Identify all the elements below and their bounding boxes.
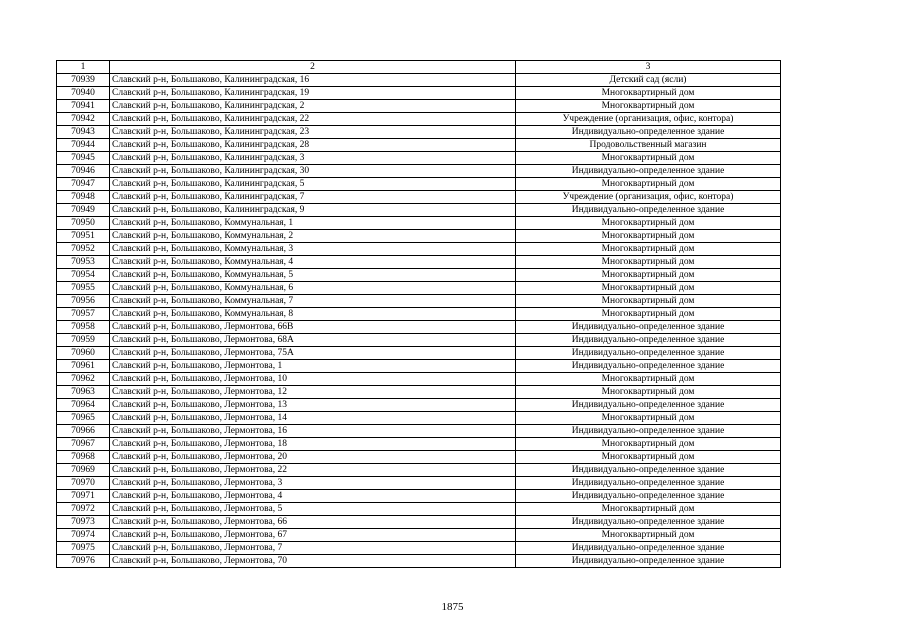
address-cell: Славский р-н, Большаково, Лермонтова, 70: [110, 555, 516, 568]
record-number: 70954: [57, 269, 110, 282]
building-type-cell: Многоквартирный дом: [516, 295, 781, 308]
record-number: 70950: [57, 217, 110, 230]
table-row: [57, 464, 781, 477]
table-row: [57, 139, 781, 152]
address-cell: Славский р-н, Большаково, Коммунальная, 5: [110, 269, 516, 282]
address-cell: Славский р-н, Большаково, Лермонтова, 3: [110, 477, 516, 490]
building-type-cell: Продовольственный магазин: [516, 139, 781, 152]
record-number: 70959: [57, 334, 110, 347]
building-type-cell: Многоквартирный дом: [516, 178, 781, 191]
table-row: [57, 438, 781, 451]
record-number: 70944: [57, 139, 110, 152]
table-row: [57, 425, 781, 438]
building-type-cell: Индивидуально-определенное здание: [516, 516, 781, 529]
building-type-cell: Многоквартирный дом: [516, 438, 781, 451]
address-cell: Славский р-н, Большаково, Калининградская, 30: [110, 165, 516, 178]
building-type-cell: Многоквартирный дом: [516, 529, 781, 542]
table-row: [57, 542, 781, 555]
address-cell: Славский р-н, Большаково, Калининградская, 3: [110, 152, 516, 165]
record-number: 70939: [57, 74, 110, 87]
table-row: [57, 321, 781, 334]
building-type-cell: Индивидуально-определенное здание: [516, 165, 781, 178]
table-row: [57, 347, 781, 360]
record-number: 70971: [57, 490, 110, 503]
address-cell: Славский р-н, Большаково, Коммунальная, 1: [110, 217, 516, 230]
table-row: [57, 373, 781, 386]
address-cell: Славский р-н, Большаково, Калининградская, 22: [110, 113, 516, 126]
record-number: 70974: [57, 529, 110, 542]
table-row: [57, 490, 781, 503]
building-type-cell: Многоквартирный дом: [516, 269, 781, 282]
building-type-cell: Индивидуально-определенное здание: [516, 555, 781, 568]
record-number: 70960: [57, 347, 110, 360]
address-cell: Славский р-н, Большаково, Лермонтова, 5: [110, 503, 516, 516]
building-type-cell: Индивидуально-определенное здание: [516, 542, 781, 555]
record-number: 70963: [57, 386, 110, 399]
building-type-cell: Многоквартирный дом: [516, 451, 781, 464]
table-row: [57, 152, 781, 165]
building-type-cell: Многоквартирный дом: [516, 373, 781, 386]
table-row: [57, 308, 781, 321]
address-cell: Славский р-н, Большаково, Лермонтова, 75А: [110, 347, 516, 360]
address-cell: Славский р-н, Большаково, Лермонтова, 18: [110, 438, 516, 451]
address-cell: Славский р-н, Большаково, Лермонтова, 67: [110, 529, 516, 542]
building-type-cell: Многоквартирный дом: [516, 152, 781, 165]
record-number: 70940: [57, 87, 110, 100]
address-cell: Славский р-н, Большаково, Лермонтова, 14: [110, 412, 516, 425]
record-number: 70964: [57, 399, 110, 412]
table-row: [57, 334, 781, 347]
table-row: [57, 360, 781, 373]
record-number: 70943: [57, 126, 110, 139]
building-type-cell: Индивидуально-определенное здание: [516, 360, 781, 373]
building-type-cell: Многоквартирный дом: [516, 256, 781, 269]
record-number: 70955: [57, 282, 110, 295]
address-cell: Славский р-н, Большаково, Коммунальная, 8: [110, 308, 516, 321]
address-cell: Славский р-н, Большаково, Коммунальная, 2: [110, 230, 516, 243]
building-type-cell: Индивидуально-определенное здание: [516, 490, 781, 503]
record-number: 70957: [57, 308, 110, 321]
record-number: 70965: [57, 412, 110, 425]
table-row: [57, 230, 781, 243]
header-row: [57, 61, 781, 74]
building-type-cell: Многоквартирный дом: [516, 282, 781, 295]
record-number: 70968: [57, 451, 110, 464]
address-cell: Славский р-н, Большаково, Лермонтова, 4: [110, 490, 516, 503]
address-cell: Славский р-н, Большаково, Калининградская, 7: [110, 191, 516, 204]
building-type-cell: Индивидуально-определенное здание: [516, 204, 781, 217]
address-cell: Славский р-н, Большаково, Коммунальная, 4: [110, 256, 516, 269]
address-cell: Славский р-н, Большаково, Калининградская, 5: [110, 178, 516, 191]
address-cell: Славский р-н, Большаково, Коммунальная, 3: [110, 243, 516, 256]
table-row: [57, 126, 781, 139]
address-cell: Славский р-н, Большаково, Коммунальная, 7: [110, 295, 516, 308]
register-table: [56, 60, 781, 568]
table-row: [57, 477, 781, 490]
table-row: [57, 412, 781, 425]
address-cell: Славский р-н, Большаково, Лермонтова, 66: [110, 516, 516, 529]
address-cell: Славский р-н, Большаково, Лермонтова, 66В: [110, 321, 516, 334]
building-type-cell: Многоквартирный дом: [516, 412, 781, 425]
building-type-cell: Многоквартирный дом: [516, 100, 781, 113]
building-type-cell: Многоквартирный дом: [516, 503, 781, 516]
table-row: [57, 243, 781, 256]
building-type-cell: Индивидуально-определенное здание: [516, 477, 781, 490]
address-cell: Славский р-н, Большаково, Лермонтова, 16: [110, 425, 516, 438]
building-type-cell: Многоквартирный дом: [516, 243, 781, 256]
record-number: 70945: [57, 152, 110, 165]
address-cell: Славский р-н, Большаково, Калининградская, 19: [110, 87, 516, 100]
table-row: [57, 217, 781, 230]
table-row: [57, 503, 781, 516]
address-cell: Славский р-н, Большаково, Лермонтова, 22: [110, 464, 516, 477]
building-type-cell: Многоквартирный дом: [516, 308, 781, 321]
record-number: 70958: [57, 321, 110, 334]
record-number: 70942: [57, 113, 110, 126]
record-number: 70941: [57, 100, 110, 113]
table-row: [57, 191, 781, 204]
address-cell: Славский р-н, Большаково, Калининградская, 16: [110, 74, 516, 87]
record-number: 70961: [57, 360, 110, 373]
address-cell: Славский р-н, Большаково, Коммунальная, 6: [110, 282, 516, 295]
address-cell: Славский р-н, Большаково, Лермонтова, 7: [110, 542, 516, 555]
building-type-cell: Детский сад (ясли): [516, 74, 781, 87]
table-row: [57, 451, 781, 464]
address-cell: Славский р-н, Большаково, Лермонтова, 13: [110, 399, 516, 412]
record-number: 70951: [57, 230, 110, 243]
record-number: 70966: [57, 425, 110, 438]
record-number: 70946: [57, 165, 110, 178]
table-row: [57, 87, 781, 100]
record-number: 70973: [57, 516, 110, 529]
record-number: 70975: [57, 542, 110, 555]
record-number: 70962: [57, 373, 110, 386]
address-cell: Славский р-н, Большаково, Калининградская, 2: [110, 100, 516, 113]
address-cell: Славский р-н, Большаково, Лермонтова, 10: [110, 373, 516, 386]
column-header-type: 3: [516, 61, 781, 74]
address-cell: Славский р-н, Большаково, Лермонтова, 12: [110, 386, 516, 399]
column-header-number: 1: [57, 61, 110, 74]
record-number: 70948: [57, 191, 110, 204]
table-row: [57, 165, 781, 178]
building-type-cell: Индивидуально-определенное здание: [516, 425, 781, 438]
record-number: 70953: [57, 256, 110, 269]
building-type-cell: Учреждение (организация, офис, контора): [516, 191, 781, 204]
address-cell: Славский р-н, Большаково, Лермонтова, 1: [110, 360, 516, 373]
building-type-cell: Многоквартирный дом: [516, 230, 781, 243]
building-type-cell: Многоквартирный дом: [516, 217, 781, 230]
table-row: [57, 295, 781, 308]
building-type-cell: Многоквартирный дом: [516, 386, 781, 399]
record-number: 70972: [57, 503, 110, 516]
record-number: 70970: [57, 477, 110, 490]
table-row: [57, 282, 781, 295]
record-number: 70969: [57, 464, 110, 477]
record-number: 70976: [57, 555, 110, 568]
address-cell: Славский р-н, Большаково, Калининградская, 28: [110, 139, 516, 152]
building-type-cell: Индивидуально-определенное здание: [516, 126, 781, 139]
record-number: 70949: [57, 204, 110, 217]
record-number: 70952: [57, 243, 110, 256]
record-number: 70967: [57, 438, 110, 451]
table-row: [57, 399, 781, 412]
building-type-cell: Учреждение (организация, офис, контора): [516, 113, 781, 126]
building-type-cell: Индивидуально-определенное здание: [516, 347, 781, 360]
address-cell: Славский р-н, Большаково, Калининградская, 9: [110, 204, 516, 217]
building-type-cell: Индивидуально-определенное здание: [516, 399, 781, 412]
record-number: 70947: [57, 178, 110, 191]
building-type-cell: Индивидуально-определенное здание: [516, 334, 781, 347]
table-row: [57, 269, 781, 282]
table-row: [57, 256, 781, 269]
building-type-cell: Индивидуально-определенное здание: [516, 464, 781, 477]
address-cell: Славский р-н, Большаково, Лермонтова, 68А: [110, 334, 516, 347]
address-cell: Славский р-н, Большаково, Калининградская, 23: [110, 126, 516, 139]
record-number: 70956: [57, 295, 110, 308]
table-row: [57, 555, 781, 568]
table-row: [57, 113, 781, 126]
table-row: [57, 516, 781, 529]
address-cell: Славский р-н, Большаково, Лермонтова, 20: [110, 451, 516, 464]
table-row: [57, 204, 781, 217]
table-row: [57, 178, 781, 191]
table-row: [57, 74, 781, 87]
building-type-cell: Индивидуально-определенное здание: [516, 321, 781, 334]
table-row: [57, 100, 781, 113]
column-header-address: 2: [110, 61, 516, 74]
table-row: [57, 386, 781, 399]
page-number: 1875: [441, 601, 464, 613]
table-row: [57, 529, 781, 542]
building-type-cell: Многоквартирный дом: [516, 87, 781, 100]
